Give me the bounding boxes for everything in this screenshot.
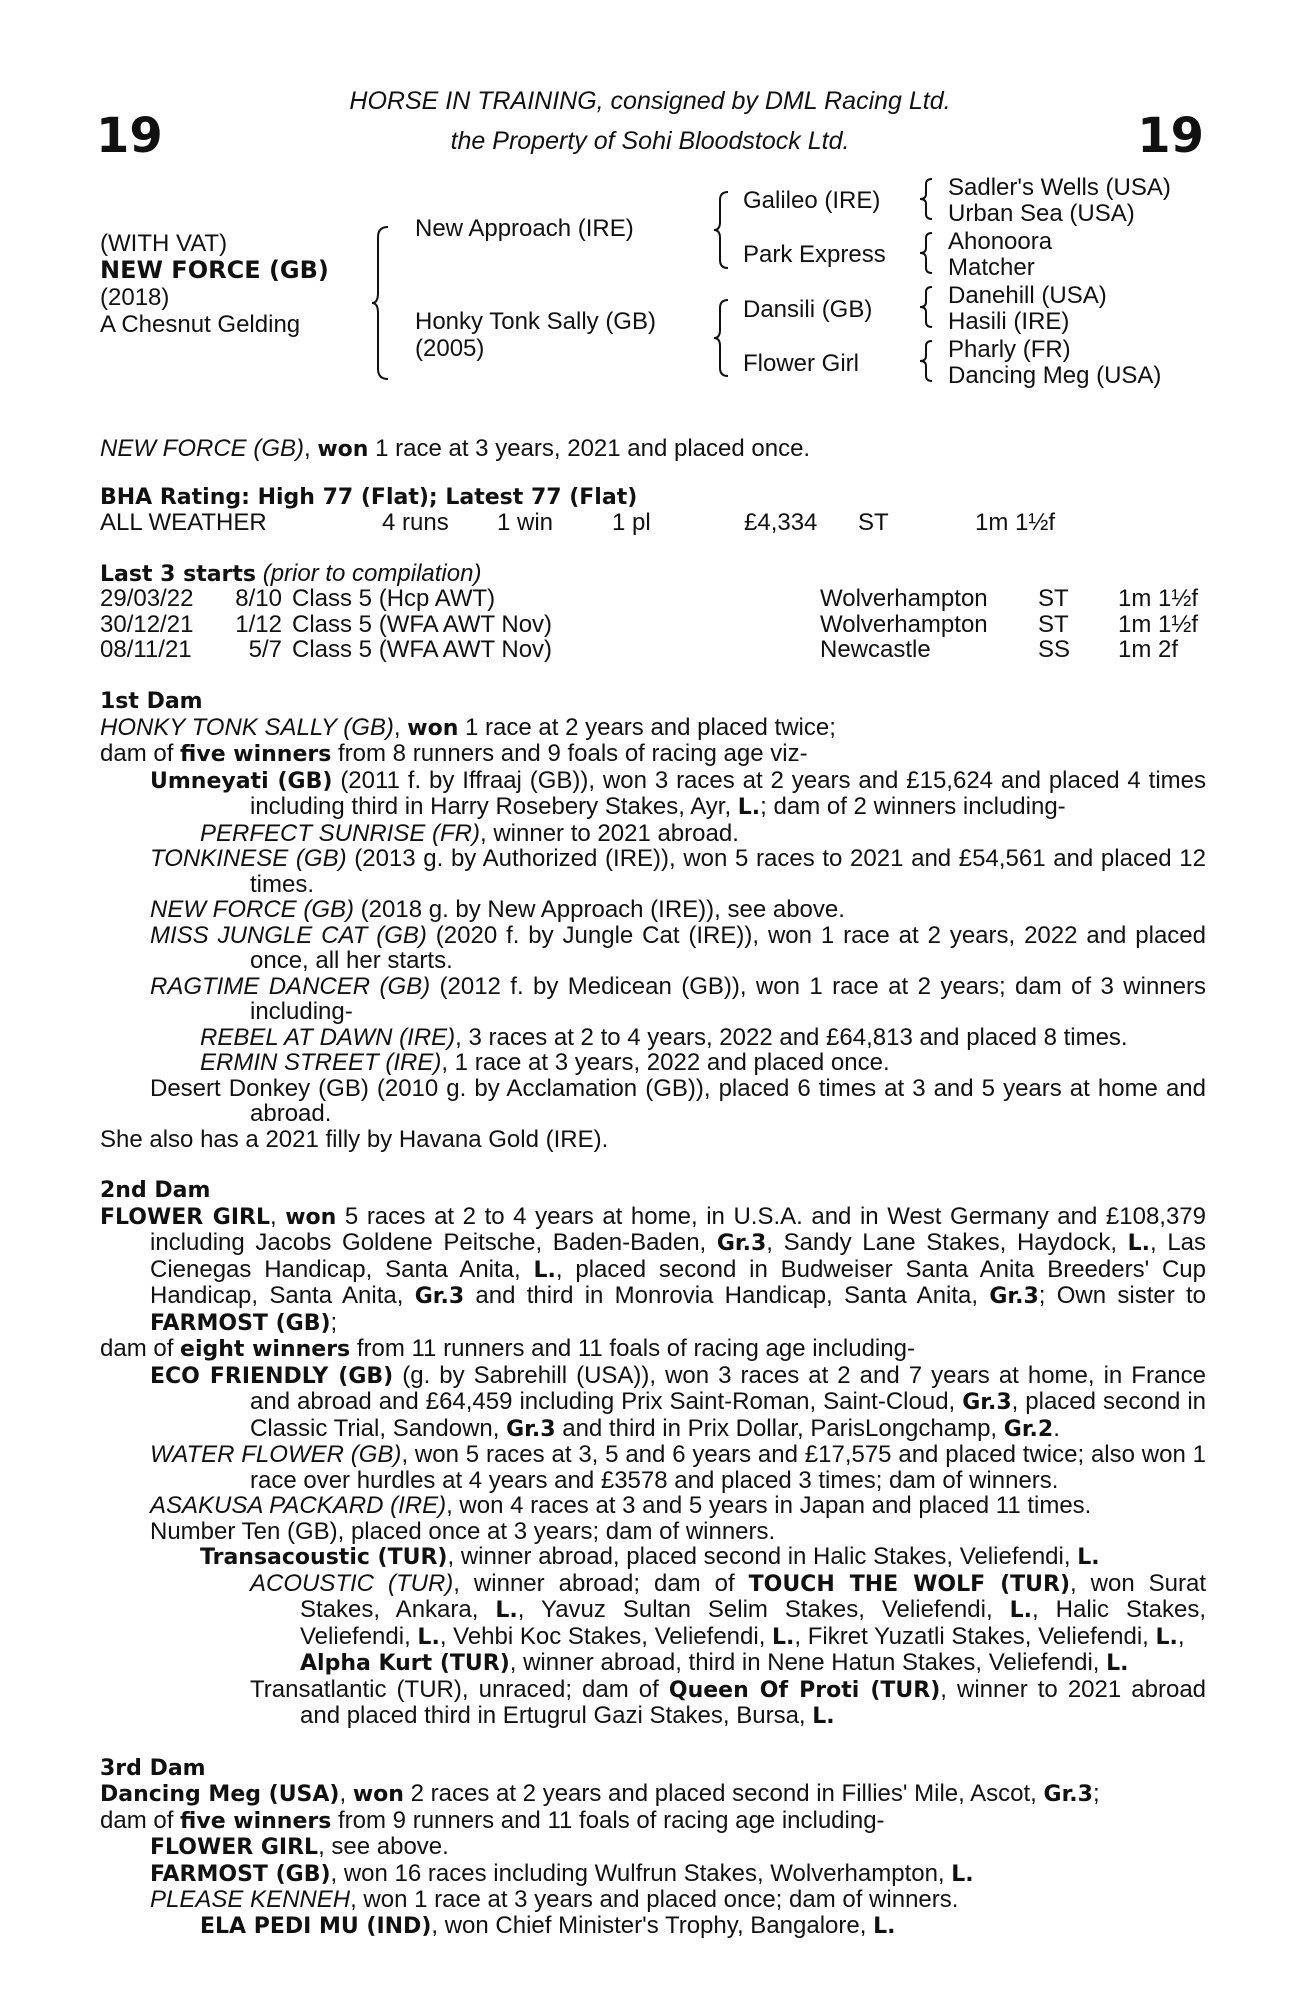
pedigree-brace-g3	[918, 285, 934, 329]
produce-ela-pedi-mu: ELA PEDI MU (IND), won Chief Minister's Trophy, Bangalore, L.	[200, 1911, 896, 1939]
distance: 1m 1½f	[975, 509, 1056, 536]
ancestor-4: Matcher	[948, 254, 1035, 281]
last-start-row	[100, 586, 1210, 612]
last-start-pos: 1/12	[235, 610, 282, 638]
all-weather-record	[100, 509, 1100, 536]
produce-please-kenneh: PLEASE KENNEH, won 1 race at 3 years and placed once; dam of winners.	[150, 1886, 959, 1913]
dam-year: (2005)	[415, 335, 485, 362]
runs: 4 runs	[382, 509, 449, 536]
dam-sire-name: Dansili (GB)	[743, 296, 873, 323]
first-dam-record: HONKY TONK SALLY (GB), won 1 race at 2 years and placed twice;	[100, 713, 836, 741]
pedigree-brace-g4	[918, 339, 934, 383]
produce-ermin-street: ERMIN STREET (IRE), 1 race at 3 years, 2022 and placed once.	[200, 1049, 890, 1076]
summary-won: won	[317, 437, 369, 462]
last-start-row	[100, 637, 1210, 663]
last-start-surf: SS	[1038, 636, 1071, 663]
last-starts-heading: Last 3 starts (prior to compilation)	[100, 560, 482, 587]
sire-dam-name: Park Express	[743, 241, 886, 268]
pedigree-brace-dam	[712, 298, 730, 378]
surface: ALL WEATHER	[100, 509, 267, 536]
prize-money: £4,334	[744, 509, 818, 536]
sire-name: New Approach (IRE)	[415, 215, 634, 242]
first-dam-produce: dam of five winners from 8 runners and 9 foals of racing age viz-	[100, 740, 808, 767]
produce-desert-donkey: Desert Donkey (GB) (2010 g. by Acclamation (GB)), placed 6 times at 3 and 5 years at home and abroad.	[150, 1074, 1206, 1127]
horse-year: (2018)	[100, 284, 170, 311]
going: ST	[858, 509, 889, 536]
produce-asakusa-packard: ASAKUSA PACKARD (IRE), won 4 races at 3 and 5 years in Japan and placed 11 times.	[150, 1492, 1092, 1519]
produce-miss-jungle-cat: MISS JUNGLE CAT (GB) (2020 f. by Jungle Cat (IRE)), won 1 race at 2 years, 2022 and placed once, all her starts.	[150, 921, 1207, 974]
pedigree-brace-g2	[918, 231, 934, 275]
bha-rating: BHA Rating: High 77 (Flat); Latest 77 (Flat)	[100, 485, 638, 510]
last-start-cls: Class 5 (WFA AWT Nov)	[292, 636, 553, 663]
last-start-date: 08/11/21	[100, 636, 192, 663]
produce-transatlantic: Transatlantic (TUR), unraced; dam of Queen Of Proti (TUR), winner to 2021 abroad and placed third in Ertugrul Gazi Stakes, Bursa, L.	[250, 1675, 1207, 1729]
race-summary: NEW FORCE (GB), won 1 race at 3 years, 2021 and placed once.	[100, 435, 811, 462]
first-dam-heading: 1st Dam	[100, 689, 203, 714]
ancestor-8: Dancing Meg (USA)	[948, 362, 1162, 389]
pedigree-brace-main	[370, 225, 390, 381]
last-start-date: 30/12/21	[100, 610, 194, 638]
horse-name: NEW FORCE (GB)	[100, 256, 329, 284]
last-start-cls: Class 5 (WFA AWT Nov)	[292, 610, 553, 638]
vat-note: (WITH VAT)	[100, 230, 228, 257]
first-dam-also: She also has a 2021 filly by Havana Gold (IRE).	[100, 1125, 609, 1153]
last-start-date: 29/03/22	[100, 585, 194, 612]
second-dam-heading: 2nd Dam	[100, 1178, 211, 1203]
pedigree-brace-g1	[918, 177, 934, 221]
produce-rebel-at-dawn: REBEL AT DAWN (IRE), 3 races at 2 to 4 years, 2022 and £64,813 and placed 8 times.	[200, 1023, 1128, 1051]
lot-number-left: 19	[96, 108, 163, 164]
wins: 1 win	[497, 509, 554, 536]
last-start-row	[100, 612, 1210, 638]
produce-transacoustic: Transacoustic (TUR), winner abroad, placed second in Halic Stakes, Veliefendi, L.	[200, 1543, 1100, 1570]
last-start-course: Wolverhampton	[820, 610, 988, 638]
third-dam-record: Dancing Meg (USA), won 2 races at 2 years and placed second in Fillies' Mile, Ascot, Gr.3;	[100, 1780, 1100, 1807]
produce-tonkinese: TONKINESE (GB) (2013 g. by Authorized (IRE)), won 5 races to 2021 and £54,561 and placed 12 times.	[150, 845, 1206, 898]
produce-farmost: FARMOST (GB), won 16 races including Wulfrun Stakes, Wolverhampton, L.	[150, 1859, 974, 1887]
dam-dam-name: Flower Girl	[743, 350, 860, 377]
produce-acoustic: ACOUSTIC (TUR), winner abroad; dam of TOUCH THE WOLF (TUR), won Surat Stakes, Ankara, L., Yavuz Sultan Selim Stakes, Veliefendi, L., Halic Stakes, Veliefendi, L., Vehbi Koc Stakes, Veliefendi, L., Fikret Yuzatli Stakes, Veliefendi, L.,	[250, 1569, 1207, 1650]
ancestor-2: Urban Sea (USA)	[948, 200, 1135, 227]
ancestor-6: Hasili (IRE)	[948, 308, 1070, 335]
last-start-course: Wolverhampton	[820, 585, 988, 612]
last-start-pos: 5/7	[248, 636, 282, 663]
last-start-dist: 1m 1½f	[1118, 585, 1199, 612]
last-start-cls: Class 5 (Hcp AWT)	[292, 585, 496, 612]
ancestor-1: Sadler's Wells (USA)	[948, 174, 1171, 201]
ancestor-7: Pharly (FR)	[948, 336, 1071, 363]
second-dam-produce: dam of eight winners from 11 runners and 11 foals of racing age including-	[100, 1335, 915, 1362]
produce-eco-friendly: ECO FRIENDLY (GB) (g. by Sabrehill (USA)), won 3 races at 2 and 7 years at home, in France and abroad and £64,459 including Prix Saint-Roman, Saint-Cloud, Gr.3, placed second in Classic Trial, Sandown, Gr.3 and third in Prix Dollar, ParisLongchamp, Gr.2.	[150, 1361, 1207, 1442]
last-start-pos: 8/10	[235, 585, 282, 612]
last-start-surf: ST	[1038, 585, 1069, 612]
consignor-line: HORSE IN TRAINING, consigned by DML Racing Ltd.	[349, 87, 951, 115]
last-start-dist: 1m 1½f	[1118, 610, 1199, 638]
horse-description: A Chesnut Gelding	[100, 311, 301, 338]
sire-sire-name: Galileo (IRE)	[743, 187, 881, 214]
produce-flower-girl: FLOWER GIRL, see above.	[150, 1833, 449, 1860]
dam-name: Honky Tonk Sally (GB)	[415, 308, 656, 335]
produce-alpha-kurt: Alpha Kurt (TUR), winner abroad, third in Nene Hatun Stakes, Veliefendi, L.	[300, 1649, 1129, 1676]
summary-text: 1 race at 3 years, 2021 and placed once.	[368, 435, 811, 462]
produce-water-flower: WATER FLOWER (GB), won 5 races at 3, 5 and 6 years and £17,575 and placed twice; also won 1 race over hurdles at 4 years and £3578 and placed 3 times; dam of winners.	[150, 1441, 1207, 1494]
produce-ragtime-dancer: RAGTIME DANCER (GB) (2012 f. by Medicean (GB)), won 1 race at 2 years; dam of 3 winners including-	[150, 972, 1206, 1025]
third-dam-produce: dam of five winners from 9 runners and 11 foals of racing age including-	[100, 1806, 885, 1834]
produce-umneyati: Umneyati (GB) (2011 f. by Iffraaj (GB)), won 3 races at 2 years and £15,624 and placed 4 times including third in Harry Rosebery Stakes, Ayr, L.; dam of 2 winners including-	[150, 766, 1206, 820]
pedigree-body	[100, 689, 1206, 1939]
produce-new-force: NEW FORCE (GB) (2018 g. by New Approach (IRE)), see above.	[150, 896, 845, 923]
property-line: the Property of Sohi Bloodstock Ltd.	[450, 127, 850, 155]
ancestor-3: Ahonoora	[948, 228, 1053, 255]
ancestor-5: Danehill (USA)	[948, 282, 1107, 309]
last-start-dist: 1m 2f	[1118, 636, 1179, 663]
produce-number-ten: Number Ten (GB), placed once at 3 years; dam of winners.	[150, 1517, 776, 1545]
summary-horse-name: NEW FORCE (GB)	[100, 435, 304, 462]
last-start-surf: ST	[1038, 610, 1069, 638]
lot-number-right: 19	[1137, 108, 1204, 164]
produce-perfect-sunrise: PERFECT SUNRISE (FR), winner to 2021 abroad.	[200, 819, 739, 847]
placed: 1 pl	[612, 509, 651, 536]
third-dam-heading: 3rd Dam	[100, 1755, 206, 1781]
last-start-course: Newcastle	[820, 636, 931, 663]
second-dam-record: FLOWER GIRL, won 5 races at 2 to 4 years at home, in U.S.A. and in West Germany and £108,379 including Jacobs Goldene Peitsche, Baden-Baden, Gr.3, Sandy Lane Stakes, Haydock, L., Las Cienegas Handicap, Santa Anita, L., placed second in Budweiser Santa Anita Breeders' Cup Handicap, Santa Anita, Gr.3 and third in Monrovia Handicap, Santa Anita, Gr.3; Own sister to FARMOST (GB);	[100, 1202, 1207, 1336]
pedigree-brace-sire	[712, 190, 730, 270]
